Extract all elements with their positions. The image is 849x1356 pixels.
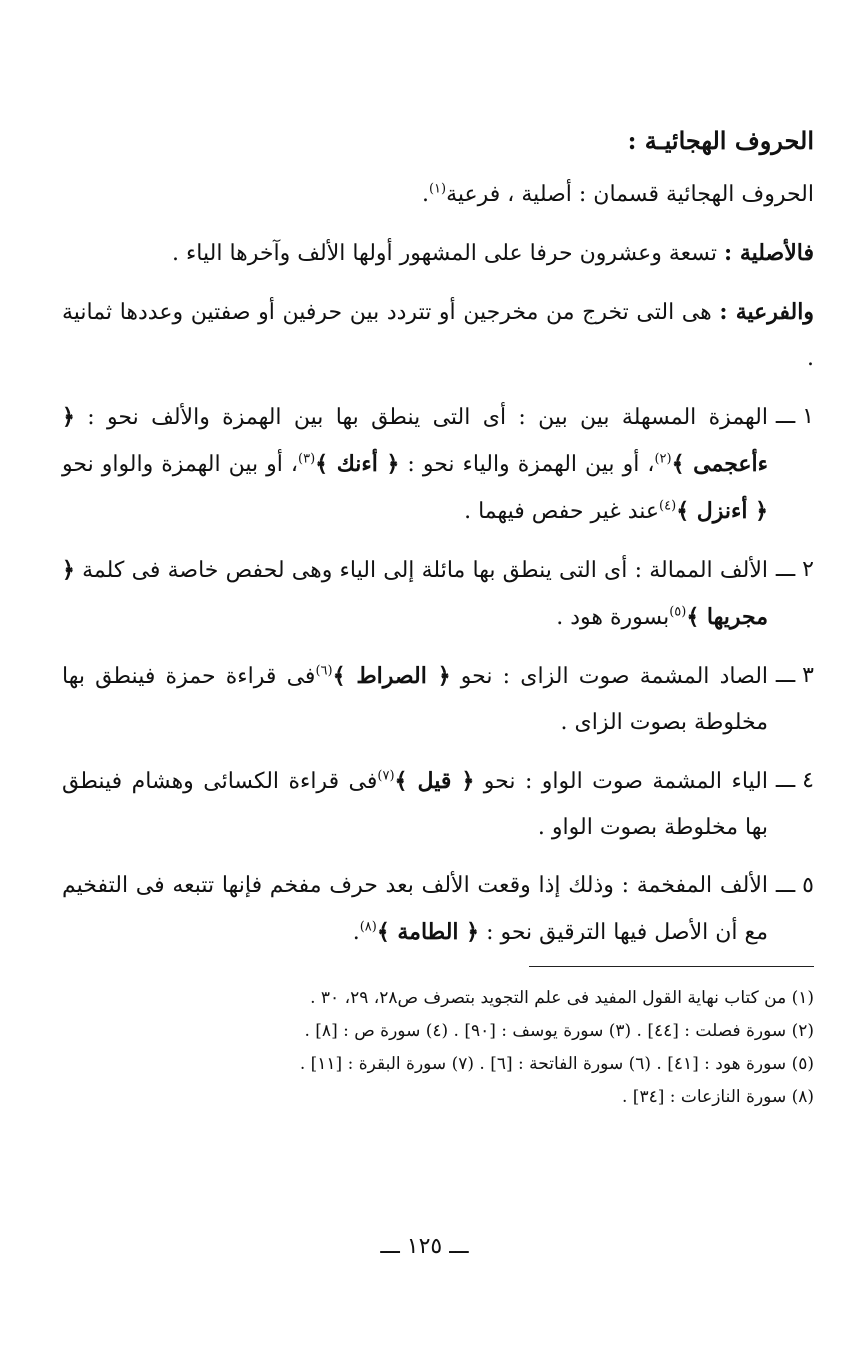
item-text: الياء المشمة صوت الواو : نحو [474, 769, 768, 794]
footnote-ref: (٣) [298, 451, 316, 467]
item-text: بسورة هود . [556, 605, 670, 630]
item-number: ٢ ـــ [775, 557, 814, 582]
quran-word: ﴿ مجريها ﴾ [62, 557, 768, 630]
intro-text: الحروف الهجائية قسمان : أصلية ، فرعية [446, 182, 814, 207]
item-text: الصاد المشمة صوت الزاى : نحو [450, 664, 769, 689]
list-item [62, 863, 814, 956]
footnote-ref: (١) [428, 181, 447, 197]
item-text: ، أو بين الهمزة والواو نحو [62, 452, 298, 477]
footnote-ref: (٨) [359, 919, 377, 935]
quran-word: ﴿ أءنك ﴾ [315, 451, 400, 477]
item-number: ١ ـــ [775, 404, 814, 429]
quran-word: ﴿ الصراط ﴾ [332, 663, 451, 689]
page-number: ـــ ١٢٥ ـــ [380, 1234, 469, 1259]
footnote: (٨) سورة النازعات : [٣٤] . [622, 1087, 814, 1107]
item-number: ٣ ـــ [775, 663, 814, 688]
item-text: فى قراءة حمزة فينطق بها مخلوطة بصوت الزاى . [62, 664, 768, 735]
item-text: الألف الممالة : أى التى ينطق بها مائلة إلى الياء وهى لحفص خاصة فى كلمة [74, 558, 768, 583]
quran-word: ﴿ قيل ﴾ [394, 768, 475, 794]
list-item [62, 758, 814, 851]
main-text [62, 118, 814, 968]
footnote-divider [529, 966, 814, 967]
footnote-ref: (٤) [659, 498, 677, 514]
footnote-ref: (٦) [315, 663, 333, 679]
quran-word: ﴿ الطامة ﴾ [376, 919, 480, 945]
footnote: (١) من كتاب نهاية القول المفيد فى علم التجويد بتصرف ص٢٨، ٢٩، ٣٠ . [310, 988, 814, 1008]
item-number: ٥ ـــ [775, 873, 814, 898]
footnote-ref: (٥) [669, 604, 687, 620]
footnote: (٢) سورة فصلت : [٤٤] . (٣) سورة يوسف : [٩٠] . (٤) سورة ص : [٨] . [304, 1021, 814, 1041]
footnote-ref: (٧) [377, 768, 395, 784]
item-text: فى قراءة الكسائى وهشام فينطق بها مخلوطة بصوت الواو . [62, 769, 768, 840]
item-text: الألف المفخمة : وذلك إذا وقعت الألف بعد حرف مفخم فإنها تتبعه فى التفخيم مع أن الأصل فيها الترقيق نحو : [62, 873, 768, 945]
list-item [62, 394, 814, 535]
item-number: ٤ ـــ [775, 768, 814, 793]
section-heading: الحروف الهجائيـة : [627, 126, 814, 155]
intro-paragraph [62, 172, 814, 218]
item-text: عند غير حفص فيهما . [464, 499, 660, 524]
fariya-label: والفرعية : [719, 299, 814, 325]
intro-end: . [421, 182, 429, 207]
quran-word: ﴿ أءنزل ﴾ [676, 498, 768, 524]
item-text: الهمزة المسهلة بين بين : أى التى ينطق بها بين الهمزة والألف نحو : [74, 405, 768, 430]
asliya-label: فالأصلية : [724, 240, 814, 266]
footnote: (٥) سورة هود : [٤١] . (٦) سورة الفاتحة : [٦] . (٧) سورة البقرة : [١١] . [299, 1054, 814, 1074]
fariya-paragraph [62, 289, 814, 382]
list-item [62, 653, 814, 746]
quran-word: ﴿ ءأعجمى ﴾ [62, 404, 768, 477]
footnotes [54, 982, 814, 1114]
item-text: . [352, 920, 360, 945]
fariya-text: هى التى تخرج من مخرجين أو تتردد بين حرفين أو صفتين وعددها ثمانية . [62, 300, 814, 371]
footnote-ref: (٢) [654, 451, 672, 467]
item-text: ، أو بين الهمزة والياء نحو : [399, 452, 655, 477]
list-item [62, 547, 814, 641]
asliya-text: تسعة وعشرون حرفا على المشهور أولها الألف وآخرها الياء . [171, 241, 725, 266]
asliya-paragraph [62, 230, 814, 277]
